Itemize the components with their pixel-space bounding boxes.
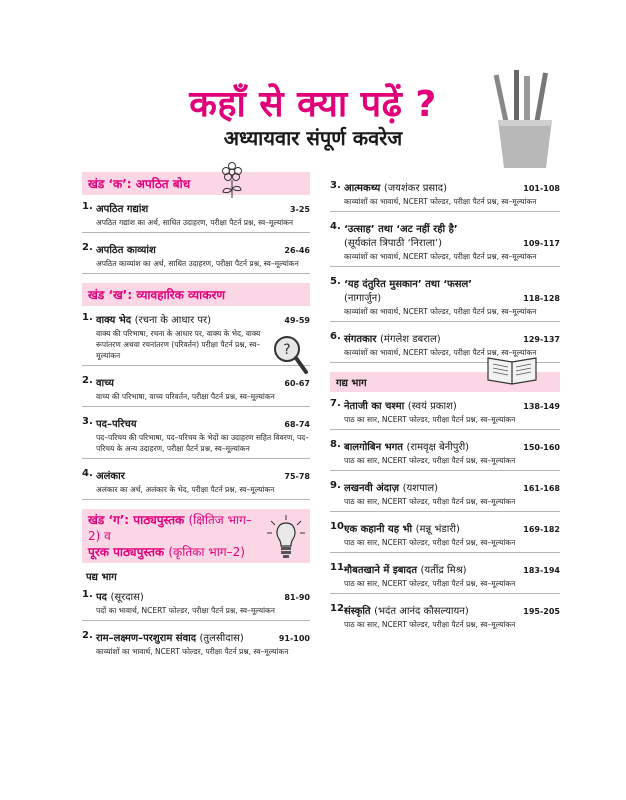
item-pages: 195-205 <box>523 607 560 616</box>
item-pages: 81-90 <box>284 593 310 602</box>
item-title: नेताजी का चश्मा <box>344 401 405 412</box>
item-pages: 138-149 <box>523 402 560 411</box>
list-item <box>330 480 560 512</box>
item-title: अपठित गद्यांश <box>96 204 149 215</box>
item-title: पद–परिचय <box>96 419 137 430</box>
list-item <box>82 242 310 274</box>
item-desc: काव्यांशों का भावार्थ, NCERT फोल्डर, परीक्षा पैटर्न प्रश्न, स्व–मूल्यांकन <box>344 307 537 316</box>
item-author: (रामवृक्ष बेनीपुरी) <box>406 442 470 453</box>
item-desc: पाठ का सार, NCERT फोल्डर, परीक्षा पैटर्न प्रश्न, स्व–मूल्यांकन <box>344 456 516 465</box>
item-desc: काव्यांशों का भावार्थ, NCERT फोल्डर, परीक्षा पैटर्न प्रश्न, स्व–मूल्यांकन <box>344 252 537 261</box>
item-number: 9. <box>330 480 341 491</box>
item-pages: 91-100 <box>278 634 310 643</box>
item-number: 1. <box>82 589 93 600</box>
item-title: ‘उत्साह’ तथा ‘अट नहीं रही है’ <box>344 224 458 235</box>
pencil-cup-icon <box>490 70 560 170</box>
item-pages: 3-25 <box>289 205 310 214</box>
item-pages: 60-67 <box>284 379 310 388</box>
item-title: अलंकार <box>96 471 125 482</box>
item-desc: पदों का भावार्थ, NCERT फोल्डर, परीक्षा पैटर्न प्रश्न, स्व–मूल्यांकन <box>96 606 275 615</box>
item-desc: अलंकार का अर्थ, अलंकार के भेद, परीक्षा पैटर्न प्रश्न, स्व–मूल्यांकन <box>96 485 275 494</box>
item-title: आत्मकथ्य <box>344 183 381 194</box>
list-item <box>82 416 310 459</box>
flower-icon <box>218 162 246 200</box>
item-number: 3. <box>82 416 93 427</box>
section-c-label-2: पूरक पाठ्यपुस्तक <box>88 545 165 559</box>
item-number: 2. <box>82 375 93 386</box>
item-desc: काव्यांशों का भावार्थ, NCERT फोल्डर, परीक्षा पैटर्न प्रश्न, स्व–मूल्यांकन <box>96 647 289 656</box>
item-number: 2. <box>82 630 93 641</box>
gadya-heading <box>330 372 560 392</box>
item-desc: अपठित काव्यांश का अर्थ, साधित उदाहरण, परीक्षा पैटर्न प्रश्न, स्व–मूल्यांकन <box>96 259 299 268</box>
item-title: पद <box>96 592 107 603</box>
gadya-label: गद्य भाग <box>336 378 367 389</box>
section-b-heading <box>82 283 310 306</box>
item-author: (रचना के आधार पर) <box>134 315 212 326</box>
item-number: 5. <box>330 276 341 287</box>
item-title: राम–लक्ष्मण–परशुराम संवाद <box>96 633 197 644</box>
list-item <box>330 180 560 212</box>
item-number: 12. <box>330 603 348 614</box>
item-number: 11. <box>330 562 348 573</box>
list-item <box>330 439 560 471</box>
item-desc: वाच्य की परिभाषा, वाच्य परिवर्तन, परीक्षा पैटर्न प्रश्न, स्व–मूल्यांकन <box>96 392 275 401</box>
item-desc: काव्यांशों का भावार्थ, NCERT फोल्डर, परीक्षा पैटर्न प्रश्न, स्व–मूल्यांकन <box>344 197 537 206</box>
item-pages: 169-182 <box>523 525 560 534</box>
list-item <box>82 201 310 233</box>
list-item <box>82 630 310 661</box>
item-author: (यशपाल) <box>402 483 439 494</box>
item-title: वाक्य भेद <box>96 315 132 326</box>
item-desc: अपठित गद्यांश का अर्थ, साधित उदाहरण, परीक्षा पैटर्न प्रश्न, स्व–मूल्यांकन <box>96 218 294 227</box>
item-number: 10. <box>330 521 348 532</box>
section-a-heading <box>82 172 310 195</box>
item-desc: पाठ का सार, NCERT फोल्डर, परीक्षा पैटर्न प्रश्न, स्व–मूल्यांकन <box>344 620 516 629</box>
item-desc: पद–परिचय की परिभाषा, पद–परिचय के भेदों का उदाहरण सहित विवरण, पद– परिचय के अन्य उदाहरण, परीक्षा पैटर्न प्रश्न, स्व–मूल्यांकन <box>96 433 310 453</box>
item-author: (भदंत आनंद कौसल्यायन) <box>374 606 469 617</box>
item-pages: 49-59 <box>284 316 310 325</box>
list-item <box>330 521 560 553</box>
padya-heading: पद्य भाग <box>86 572 117 583</box>
list-item <box>82 375 310 407</box>
item-author: (सूरदास) <box>110 592 144 603</box>
item-author: (मन्नू भंडारी) <box>415 524 460 535</box>
item-desc: पाठ का सार, NCERT फोल्डर, परीक्षा पैटर्न प्रश्न, स्व–मूल्यांकन <box>344 579 516 588</box>
item-author: (सूर्यकांत त्रिपाठी ‘निराला’) <box>344 238 443 249</box>
item-title: संस्कृति <box>344 606 371 617</box>
list-item <box>82 312 310 366</box>
list-item <box>330 603 560 634</box>
lightbulb-icon <box>266 513 306 561</box>
item-number: 3. <box>330 180 341 191</box>
item-pages: 26-46 <box>284 246 310 255</box>
item-author: (जयशंकर प्रसाद) <box>383 183 447 194</box>
item-pages: 101-108 <box>523 184 560 193</box>
item-author: (मंगलेश डबराल) <box>379 334 441 345</box>
item-pages: 183-194 <box>523 566 560 575</box>
list-item <box>82 589 310 621</box>
item-desc: पाठ का सार, NCERT फोल्डर, परीक्षा पैटर्न प्रश्न, स्व–मूल्यांकन <box>344 538 516 547</box>
section-c-subtitle-2: (कृतिका भाग–2) <box>168 545 245 559</box>
item-number: 8. <box>330 439 341 450</box>
item-pages: 129-137 <box>523 335 560 344</box>
item-desc: वाक्य की परिभाषा, रचना के आधार पर, वाक्य के भेद, वाक्य रूपांतरण अथवा रचनांतरण (परिवर्तन) परीक्षा पैटर्न प्रश्न, स्व–मूल्यांकन <box>96 329 261 360</box>
section-a-label: खंड ‘क’: अपठित बोध <box>88 177 191 191</box>
left-column <box>82 172 310 670</box>
item-title: अपठित काव्यांश <box>96 245 156 256</box>
item-desc: पाठ का सार, NCERT फोल्डर, परीक्षा पैटर्न प्रश्न, स्व–मूल्यांकन <box>344 497 516 506</box>
item-author: (नागार्जुन) <box>344 293 382 304</box>
item-pages: 161-168 <box>523 484 560 493</box>
item-number: 4. <box>82 468 93 479</box>
item-title: ‘यह दंतुरित मुसकान’ तथा ‘फसल’ <box>344 279 473 290</box>
section-c-subtitle: (क्षितिज भाग–2) व <box>88 513 252 543</box>
page-title: कहाँ से क्या पढ़ें ? <box>189 84 437 125</box>
section-c-heading <box>82 509 310 563</box>
list-item <box>330 398 560 430</box>
item-pages: 68-74 <box>284 420 310 429</box>
item-desc: काव्यांशों का भावार्थ, NCERT फोल्डर, परीक्षा पैटर्न प्रश्न, स्व–मूल्यांकन <box>344 348 537 357</box>
item-title: वाच्य <box>96 378 114 389</box>
list-item <box>330 221 560 267</box>
item-title: एक कहानी यह भी <box>344 524 413 535</box>
list-item <box>330 562 560 594</box>
item-number: 1. <box>82 201 93 212</box>
right-column <box>330 180 560 643</box>
list-item <box>330 276 560 322</box>
item-title: नौबतखाने में इबादत <box>344 565 418 576</box>
section-b-label: खंड ‘ख’: व्यावहारिक व्याकरण <box>88 288 226 302</box>
item-number: 4. <box>330 221 341 232</box>
list-item <box>82 468 310 500</box>
section-c-label: खंड ‘ग’: पाठ्यपुस्तक <box>88 513 185 527</box>
item-author: (तुलसीदास) <box>199 633 244 644</box>
item-author: (स्वयं प्रकाश) <box>407 401 457 412</box>
item-number: 6. <box>330 331 341 342</box>
item-title: बालगोबिन भगत <box>344 442 403 453</box>
item-title: लखनवी अंदाज़ <box>344 483 400 494</box>
item-desc: पाठ का सार, NCERT फोल्डर, परीक्षा पैटर्न प्रश्न, स्व–मूल्यांकन <box>344 415 516 424</box>
item-number: 1. <box>82 312 93 323</box>
item-number: 2. <box>82 242 93 253</box>
item-pages: 150-160 <box>523 443 560 452</box>
item-pages: 75-78 <box>284 472 310 481</box>
item-title: संगतकार <box>344 334 377 345</box>
page-subtitle: अध्यायवार संपूर्ण कवरेज <box>223 126 403 150</box>
open-book-icon <box>484 350 540 386</box>
item-pages: 118-128 <box>523 294 560 303</box>
magnifier-icon <box>270 334 310 378</box>
item-author: (यतींद्र मिश्र) <box>420 565 467 576</box>
item-pages: 109-117 <box>523 239 560 248</box>
svg-text:?: ? <box>283 342 291 358</box>
item-number: 7. <box>330 398 341 409</box>
